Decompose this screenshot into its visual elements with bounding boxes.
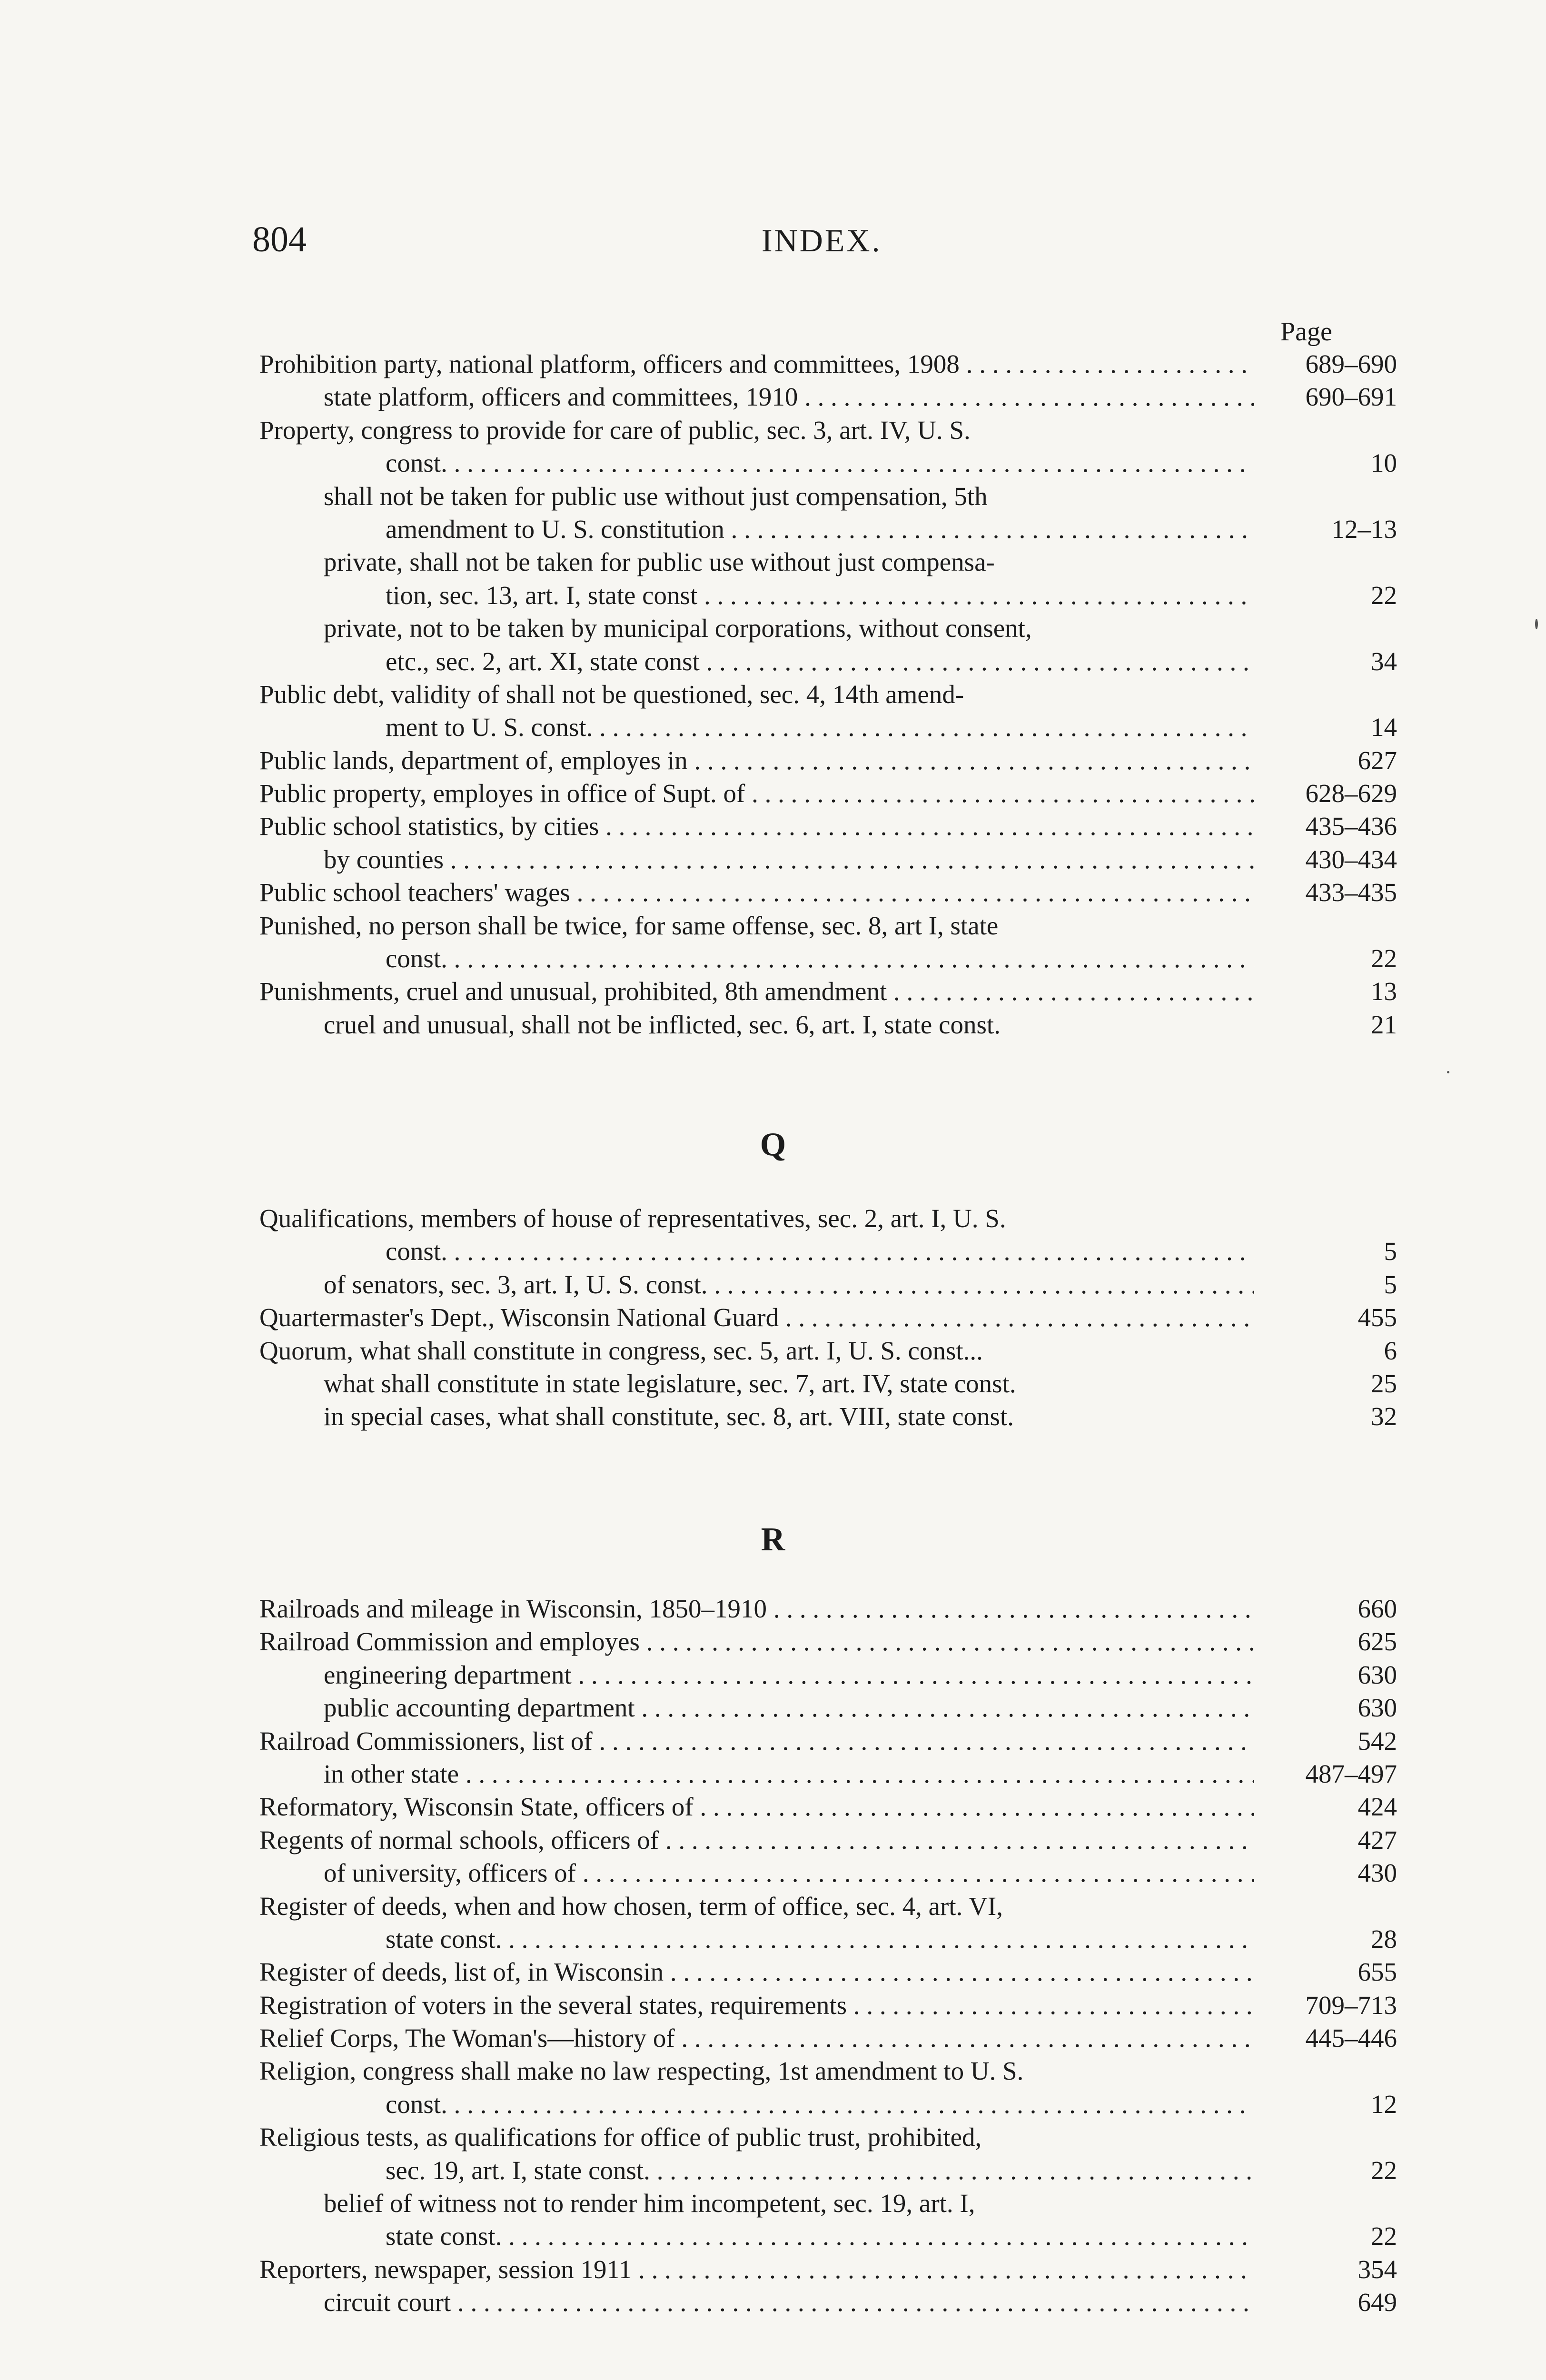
page-column-label: Page xyxy=(1280,317,1332,347)
entry-text: Quorum, what shall constitute in congress, sec. 5, art. I, U. S. const... xyxy=(259,1336,983,1365)
entry-text-wrap xyxy=(259,1202,1254,1235)
letter-heading-r: R xyxy=(761,1521,785,1558)
entry-text-wrap xyxy=(259,1725,1254,1757)
index-entry xyxy=(259,1989,1397,2022)
entry-text-wrap xyxy=(259,2022,1254,2054)
entry-text: Public debt, validity of shall not be questioned, sec. 4, 14th amend- xyxy=(259,679,964,709)
entry-text: Public school teachers' wages . . . xyxy=(259,876,1254,909)
index-entry xyxy=(259,1400,1397,1433)
entry-text-wrap xyxy=(386,2088,1254,2121)
entry-text-wrap xyxy=(259,1301,1254,1334)
index-entry xyxy=(259,1691,1397,1724)
entry-page-ref: 28 xyxy=(1371,1924,1397,1954)
index-entry xyxy=(259,645,1397,678)
index-entry xyxy=(259,1757,1397,1790)
entry-text: Punished, no person shall be twice, for same offense, sec. 8, art I, state xyxy=(259,911,999,940)
entry-text-wrap xyxy=(324,380,1254,413)
index-entry xyxy=(259,1592,1397,1625)
entry-text: Punishments, cruel and unusual, prohibited, 8th amendment . . . xyxy=(259,975,1254,1008)
entry-text-wrap xyxy=(324,1008,1254,1041)
entry-page-ref: 649 xyxy=(1358,2288,1397,2317)
entry-page-ref: 630 xyxy=(1358,1693,1397,1723)
entry-text: what shall constitute in state legislature, sec. 7, art. IV, state const. xyxy=(324,1368,1016,1398)
entry-page-ref: 25 xyxy=(1371,1368,1397,1398)
entry-text: Qualifications, members of house of representatives, sec. 2, art. I, U. S. xyxy=(259,1204,1006,1233)
entry-text-wrap xyxy=(324,1268,1254,1301)
entry-text: Railroads and mileage in Wisconsin, 1850–1910 . . . xyxy=(259,1592,1254,1625)
index-entry xyxy=(259,380,1397,413)
entry-text: Public lands, department of, employes in . . . xyxy=(259,744,1254,777)
index-entry xyxy=(259,513,1397,545)
index-entry xyxy=(259,1923,1397,1955)
entry-text-wrap xyxy=(259,347,1254,380)
entry-page-ref: 22 xyxy=(1371,2155,1397,2185)
entry-page-ref: 627 xyxy=(1358,745,1397,775)
entry-text: state const. . . . xyxy=(386,1923,1254,1955)
entry-text: engineering department . . . xyxy=(324,1658,1254,1691)
index-entry xyxy=(259,2220,1397,2252)
entry-text-wrap xyxy=(324,1367,1254,1400)
index-entry xyxy=(259,612,1397,645)
entry-page-ref: 12 xyxy=(1371,2089,1397,2119)
index-entry xyxy=(259,347,1397,380)
entry-text-wrap xyxy=(324,843,1254,876)
index-entry xyxy=(259,2286,1397,2319)
entry-text-wrap xyxy=(259,777,1254,810)
entry-text-wrap xyxy=(259,1824,1254,1856)
entry-page-ref: 34 xyxy=(1371,646,1397,676)
entry-text-wrap xyxy=(386,446,1254,479)
entry-text-wrap xyxy=(259,2054,1254,2087)
entry-text: Railroad Commissioners, list of . . . xyxy=(259,1725,1254,1757)
entry-text: Prohibition party, national platform, officers and committees, 1908 . . . xyxy=(259,347,1254,380)
entry-text: Public property, employes in office of Supt. of . . . xyxy=(259,777,1254,810)
entry-text: Reporters, newspaper, session 1911 . . . xyxy=(259,2253,1254,2286)
entry-text: Reformatory, Wisconsin State, officers of . . . xyxy=(259,1790,1254,1823)
scan-speck xyxy=(1535,619,1538,629)
index-entry xyxy=(259,2054,1397,2087)
entry-text-wrap xyxy=(386,711,1254,744)
index-entry xyxy=(259,1268,1397,1301)
entry-text: in special cases, what shall constitute, sec. 8, art. VIII, state const. xyxy=(324,1402,1014,1431)
index-entry xyxy=(259,975,1397,1008)
entry-text-wrap xyxy=(259,2121,1254,2153)
entry-text-wrap xyxy=(324,545,1254,578)
entry-page-ref: 22 xyxy=(1371,2221,1397,2251)
entry-text-wrap xyxy=(324,1658,1254,1691)
entry-page-ref: 10 xyxy=(1371,448,1397,478)
index-entry xyxy=(259,446,1397,479)
index-entry xyxy=(259,876,1397,909)
entry-text-wrap xyxy=(386,1235,1254,1268)
entry-text: Registration of voters in the several states, requirements . . . xyxy=(259,1989,1254,2022)
entry-page-ref: 13 xyxy=(1371,977,1397,1006)
entry-page-ref: 6 xyxy=(1384,1336,1397,1365)
entry-page-ref: 435–436 xyxy=(1305,812,1397,841)
index-entry xyxy=(259,909,1397,942)
entry-text-wrap xyxy=(324,1757,1254,1790)
index-entry xyxy=(259,1725,1397,1757)
index-entry xyxy=(259,711,1397,744)
index-section-r xyxy=(259,1592,1397,2319)
entry-text: circuit court . . . xyxy=(324,2286,1254,2319)
entry-text: const. . . . xyxy=(386,1235,1254,1268)
index-entry xyxy=(259,1856,1397,1889)
entry-text-wrap xyxy=(259,414,1254,446)
entry-text: Register of deeds, list of, in Wisconsin . . . xyxy=(259,1955,1254,1988)
entry-text: const. . . . xyxy=(386,2088,1254,2121)
entry-text: const. . . . xyxy=(386,446,1254,479)
index-entry xyxy=(259,2187,1397,2220)
entry-page-ref: 12–13 xyxy=(1331,514,1397,544)
entry-page-ref: 427 xyxy=(1358,1825,1397,1854)
entry-text-wrap xyxy=(259,909,1254,942)
entry-page-ref: 14 xyxy=(1371,713,1397,742)
entry-text-wrap xyxy=(259,1989,1254,2022)
entry-page-ref: 430–434 xyxy=(1305,844,1397,874)
entry-page-ref: 625 xyxy=(1358,1627,1397,1656)
entry-page-ref: 690–691 xyxy=(1305,382,1397,412)
index-entry xyxy=(259,414,1397,446)
entry-text: Religion, congress shall make no law respecting, 1st amendment to U. S. xyxy=(259,2056,1024,2086)
entry-text-wrap xyxy=(324,480,1254,513)
entry-text-wrap xyxy=(259,2253,1254,2286)
entry-text: public accounting department . . . xyxy=(324,1691,1254,1724)
entry-page-ref: 445–446 xyxy=(1305,2023,1397,2053)
entry-text: Register of deeds, when and how chosen, term of office, sec. 4, art. VI, xyxy=(259,1891,1003,1921)
entry-page-ref: 660 xyxy=(1358,1594,1397,1623)
entry-page-ref: 5 xyxy=(1384,1269,1397,1299)
entry-text: Regents of normal schools, officers of . . . xyxy=(259,1824,1254,1856)
index-entry xyxy=(259,1824,1397,1856)
entry-text: cruel and unusual, shall not be inflicted, sec. 6, art. I, state const. xyxy=(324,1010,1001,1039)
entry-text-wrap xyxy=(386,645,1254,678)
entry-text: Public school statistics, by cities . . . xyxy=(259,810,1254,843)
entry-page-ref: 32 xyxy=(1371,1402,1397,1431)
index-entry xyxy=(259,579,1397,612)
entry-text-wrap xyxy=(259,1625,1254,1658)
index-entry xyxy=(259,678,1397,711)
index-entry xyxy=(259,1625,1397,1658)
entry-text-wrap xyxy=(324,1400,1254,1433)
index-entry xyxy=(259,1235,1397,1268)
index-entry xyxy=(259,1658,1397,1691)
entry-text: of senators, sec. 3, art. I, U. S. const. . . . xyxy=(324,1268,1254,1301)
entry-text: state const. . . . xyxy=(386,2220,1254,2252)
entry-text: in other state . . . xyxy=(324,1757,1254,1790)
entry-text: Railroad Commission and employes . . . xyxy=(259,1625,1254,1658)
entry-page-ref: 487–497 xyxy=(1305,1759,1397,1788)
running-head: INDEX. xyxy=(762,222,882,258)
index-entry xyxy=(259,545,1397,578)
entry-page-ref: 630 xyxy=(1358,1660,1397,1689)
entry-text-wrap xyxy=(259,810,1254,843)
entry-text-wrap xyxy=(386,513,1254,545)
entry-text-wrap xyxy=(324,2286,1254,2319)
index-entry xyxy=(259,1790,1397,1823)
entry-page-ref: 5 xyxy=(1384,1237,1397,1266)
index-entry xyxy=(259,2022,1397,2054)
index-entry xyxy=(259,777,1397,810)
entry-text: of university, officers of . . . xyxy=(324,1856,1254,1889)
entry-page-ref: 433–435 xyxy=(1305,878,1397,907)
entry-text: amendment to U. S. constitution . . . xyxy=(386,513,1254,545)
entry-text-wrap xyxy=(324,2187,1254,2220)
entry-page-ref: 455 xyxy=(1358,1303,1397,1332)
index-entry xyxy=(259,2154,1397,2187)
entry-text: state platform, officers and committees, 1910 . . . xyxy=(324,380,1254,413)
index-entry xyxy=(259,1890,1397,1923)
index-entry xyxy=(259,2121,1397,2153)
entry-text: const. . . . xyxy=(386,942,1254,975)
entry-text-wrap xyxy=(324,1691,1254,1724)
index-section-p xyxy=(259,347,1397,1041)
entry-text-wrap xyxy=(259,1790,1254,1823)
entry-page-ref: 430 xyxy=(1358,1858,1397,1888)
entry-text: sec. 19, art. I, state const. . . . xyxy=(386,2154,1254,2187)
entry-page-ref: 709–713 xyxy=(1305,1990,1397,2020)
entry-text-wrap xyxy=(259,678,1254,711)
entry-page-ref: 655 xyxy=(1358,1957,1397,1987)
entry-text-wrap xyxy=(259,876,1254,909)
entry-page-ref: 689–690 xyxy=(1305,349,1397,378)
index-entry xyxy=(259,843,1397,876)
entry-text-wrap xyxy=(259,1955,1254,1988)
index-entry xyxy=(259,1008,1397,1041)
index-entry xyxy=(259,480,1397,513)
entry-page-ref: 22 xyxy=(1371,944,1397,973)
entry-text: Relief Corps, The Woman's—history of . . . xyxy=(259,2022,1254,2054)
letter-heading-q: Q xyxy=(760,1126,786,1163)
entry-page-ref: 424 xyxy=(1358,1792,1397,1822)
index-entry xyxy=(259,2088,1397,2121)
entry-text: Property, congress to provide for care of public, sec. 3, art. IV, U. S. xyxy=(259,415,971,445)
entry-text: Quartermaster's Dept., Wisconsin National Guard . . . xyxy=(259,1301,1254,1334)
index-entry xyxy=(259,1955,1397,1988)
entry-text-wrap xyxy=(259,1334,1254,1367)
entry-text: ment to U. S. const. . . . xyxy=(386,711,1254,744)
index-entry xyxy=(259,942,1397,975)
entry-text: tion, sec. 13, art. I, state const . . . xyxy=(386,579,1254,612)
entry-page-ref: 628–629 xyxy=(1305,779,1397,808)
index-entry xyxy=(259,744,1397,777)
index-entry xyxy=(259,1367,1397,1400)
entry-text: by counties . . . xyxy=(324,843,1254,876)
entry-text: etc., sec. 2, art. XI, state const . . . xyxy=(386,645,1254,678)
index-entry xyxy=(259,810,1397,843)
entry-text-wrap xyxy=(259,975,1254,1008)
index-section-q xyxy=(259,1202,1397,1433)
index-entry xyxy=(259,1334,1397,1367)
scan-speck xyxy=(1447,1071,1449,1073)
entry-text: belief of witness not to render him incompetent, sec. 19, art. I, xyxy=(324,2189,975,2218)
entry-text-wrap xyxy=(386,942,1254,975)
index-entry xyxy=(259,1202,1397,1235)
entry-page-ref: 22 xyxy=(1371,580,1397,610)
entry-text: Religious tests, as qualifications for office of public trust, prohibited, xyxy=(259,2122,982,2152)
page-number: 804 xyxy=(252,219,307,259)
index-entry xyxy=(259,1301,1397,1334)
entry-page-ref: 354 xyxy=(1358,2254,1397,2284)
entry-text-wrap xyxy=(386,1923,1254,1955)
index-entry xyxy=(259,2253,1397,2286)
entry-text: shall not be taken for public use without just compensation, 5th xyxy=(324,481,988,511)
entry-text-wrap xyxy=(386,2220,1254,2252)
entry-text-wrap xyxy=(259,1890,1254,1923)
entry-text-wrap xyxy=(386,2154,1254,2187)
entry-page-ref: 542 xyxy=(1358,1726,1397,1755)
entry-text-wrap xyxy=(386,579,1254,612)
entry-text-wrap xyxy=(324,612,1254,645)
entry-text-wrap xyxy=(259,1592,1254,1625)
entry-text: private, not to be taken by municipal corporations, without consent, xyxy=(324,614,1032,643)
entry-text-wrap xyxy=(259,744,1254,777)
entry-page-ref: 21 xyxy=(1371,1010,1397,1039)
page-header xyxy=(252,219,1390,271)
entry-text: private, shall not be taken for public use without just compensa- xyxy=(324,547,995,577)
entry-text-wrap xyxy=(324,1856,1254,1889)
